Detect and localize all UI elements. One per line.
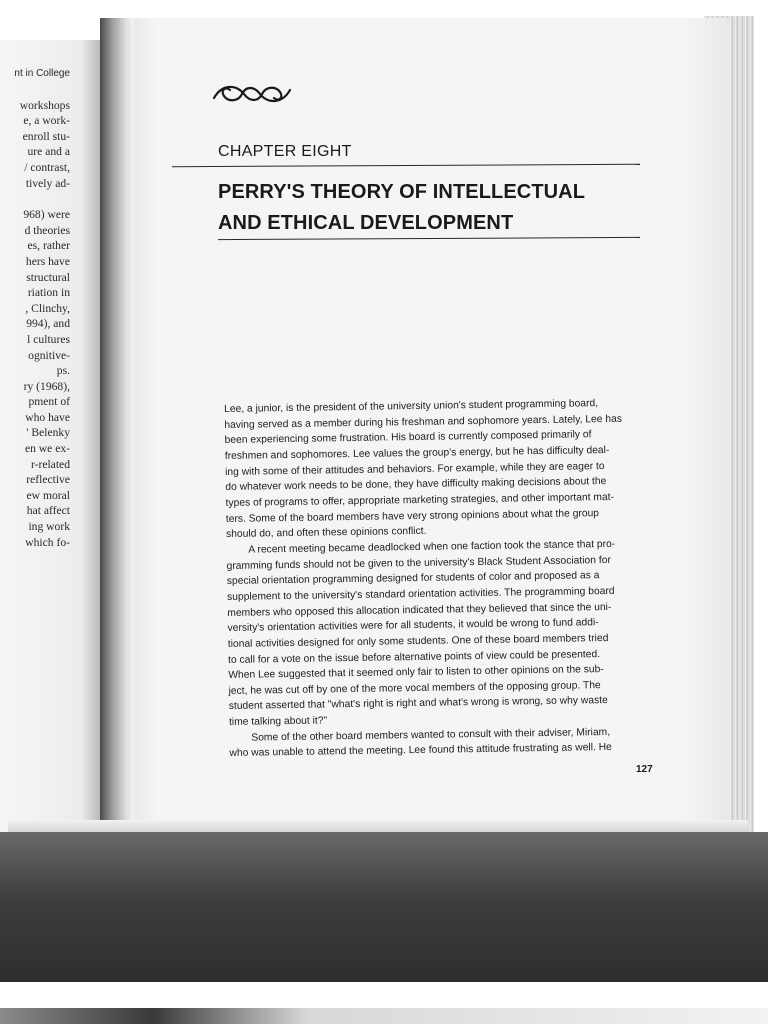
previous-page-line: riation in [27, 286, 70, 300]
body-text-line: time talking about it?" [228, 715, 328, 729]
previous-page-line: l cultures [27, 332, 70, 346]
previous-page-line: ew moral [26, 488, 70, 502]
previous-page-line: d theories [24, 223, 70, 237]
previous-page-line: hat affect [26, 504, 70, 518]
body-text-line: ters. Some of the board members have very strong opinions about what the group [225, 507, 600, 525]
body-text-line: members who opposed this allocation indicated that they believed that since the uni- [227, 601, 612, 619]
body-text-line: Lee, a junior, is the president of the university union's student programming board, [224, 398, 599, 415]
previous-page-line: ry (1968), [23, 379, 70, 393]
body-text-line: do whatever work needs to be done, they have difficulty making decisions about the [225, 476, 607, 494]
previous-page-line: es, rather [27, 239, 70, 253]
previous-page-line: pment of [28, 395, 70, 409]
previous-page-line: workshops [19, 98, 70, 112]
previous-page-line: 994), and [26, 317, 70, 331]
scroll-ornament-icon [210, 80, 294, 108]
previous-page-line: / contrast, [24, 160, 70, 174]
body-text-line: When Lee suggested that it seemed only fair to listen to other opinions on the sub- [228, 664, 604, 682]
body-text-line: special orientation programming designed for students of color and proposed as a [226, 570, 600, 588]
chapter-title-line-2: AND ETHICAL DEVELOPMENT [218, 212, 514, 234]
previous-page-line: which fo- [25, 535, 70, 549]
previous-page-lines-bottom [0, 207, 70, 550]
previous-page-line: ure and a [27, 145, 70, 159]
body-text-line: supplement to the university's standard orientation activities. The programming board [226, 585, 615, 603]
body-text-line: types of programs to offer, appropriate marketing strategies, and other important mat- [225, 491, 615, 509]
previous-page-line: ps. [56, 364, 70, 378]
previous-page-line: hers have [25, 254, 70, 268]
previous-page-line: who have [25, 410, 70, 424]
body-text-line: been experiencing some frustration. His board is currently composed primarily of [224, 429, 592, 447]
body-text-line: tional activities designed for only some students. One of these board members tried [227, 632, 609, 650]
page-number: 127 [636, 764, 653, 775]
chapter-label: CHAPTER EIGHT [218, 143, 352, 160]
next-scan-edge [0, 1008, 768, 1024]
body-text-line: ing with some of their attitudes and behaviors. For example, while they are eager to [225, 460, 605, 478]
chapter-body-text [224, 395, 658, 762]
scan-background [0, 832, 768, 982]
body-text-line: freshmen and sophomores. Lee values the group's energy, but he has difficulty deal- [224, 444, 610, 462]
previous-page-running-head: nt in College [14, 68, 70, 79]
body-text-line: should do, and often these opinions conflict. [225, 526, 427, 541]
body-text-line: A recent meeting became deadlocked when one faction took the stance that pro- [248, 538, 616, 556]
previous-page-line: e, a work- [23, 114, 70, 128]
body-text-line: gramming funds should not be given to the university's Black Student Association for [226, 554, 611, 572]
previous-page-lines-top [0, 98, 70, 192]
previous-page-line: ing work [28, 520, 70, 534]
previous-page-line: en we ex- [24, 442, 70, 456]
previous-page-line: ' Belenky [26, 426, 70, 440]
body-text-line: student asserted that "what's right is right and what's wrong is wrong, so why waste [228, 695, 608, 713]
body-text-line: versity's orientation activities were for all students, it would be wrong to fund addi- [227, 617, 599, 635]
previous-page-line: ognitive- [28, 348, 70, 362]
previous-page-text [0, 66, 70, 550]
previous-page-line: , Clinchy, [25, 301, 70, 315]
chapter-title-line-1: PERRY'S THEORY OF INTELLECTUAL [218, 181, 586, 203]
previous-page-line: tively ad- [25, 176, 70, 190]
body-text-line: ject, he was cut off by one of the more vocal members of the opposing group. The [228, 679, 601, 697]
chapter-title [218, 177, 638, 239]
previous-page-line: structural [26, 270, 70, 284]
body-text-line: to call for a vote on the issue before alternative points of view could be presented. [227, 648, 601, 666]
body-text-line: who was unable to attend the meeting. Lee found this attitude frustrating as well. He [229, 742, 612, 760]
body-text-line: Some of the other board members wanted to consult with their adviser, Miriam, [251, 726, 611, 744]
book-gutter [100, 18, 134, 848]
previous-page-line: r-related [30, 457, 70, 471]
body-text-line: having served as a member during his freshman and sophomore years. Lately, Lee has [224, 413, 623, 431]
previous-page-line: enroll stu- [22, 129, 70, 143]
previous-page-line: reflective [26, 473, 70, 487]
previous-page-line: 968) were [23, 208, 70, 222]
